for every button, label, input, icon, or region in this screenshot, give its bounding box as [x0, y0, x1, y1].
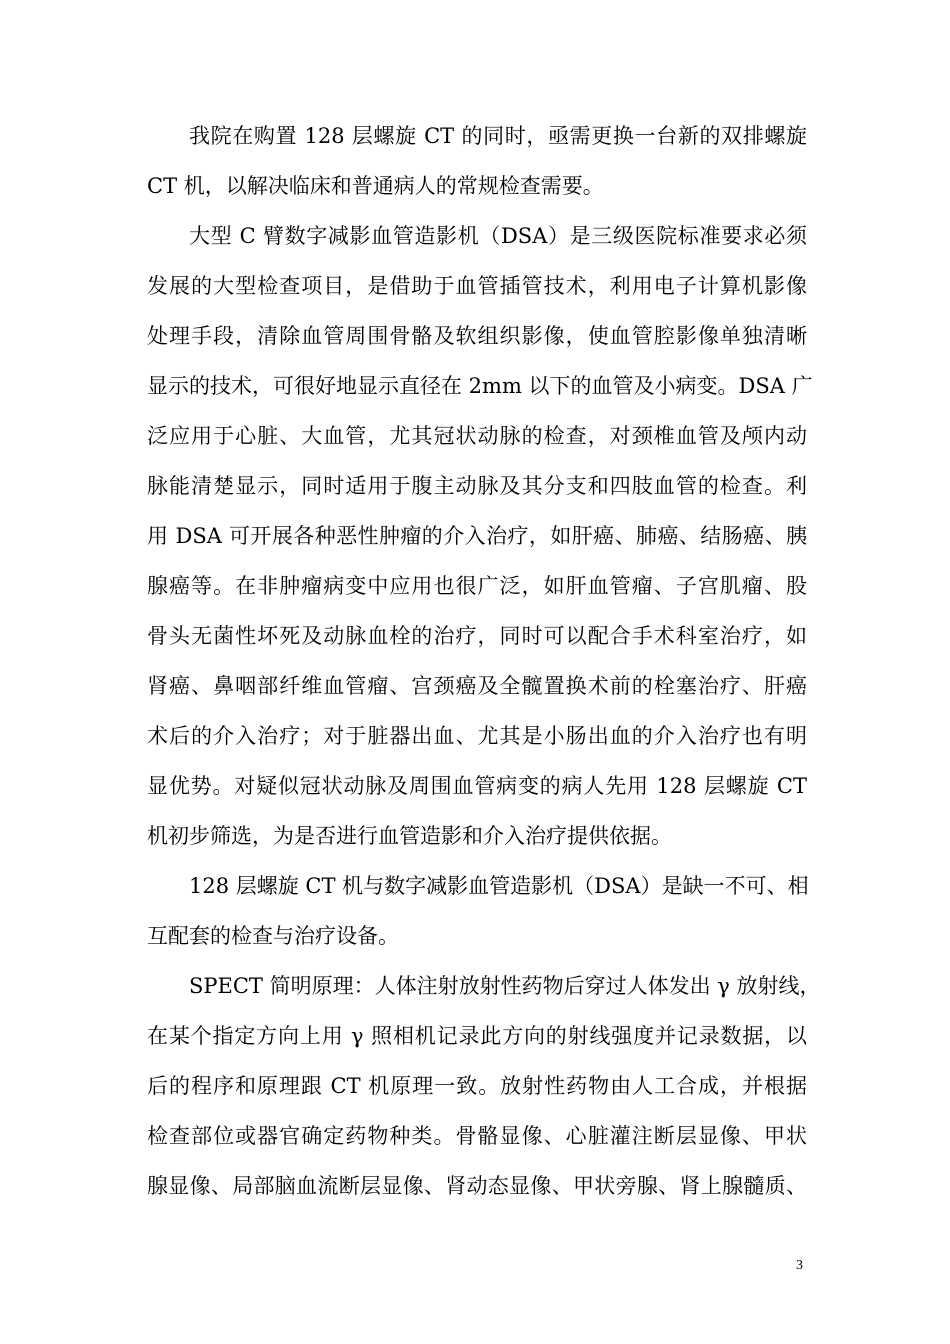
text-line: 互配套的检查与治疗设备。: [147, 924, 399, 948]
text-line: 显示的技术，可很好地显示直径在 2mm 以下的血管及小病变。DSA 广: [147, 374, 813, 398]
text-line: 泛应用于心脏、大血管，尤其冠状动脉的检查，对颈椎血管及颅内动: [147, 424, 807, 448]
text-line: 腺显像、局部脑血流断层显像、肾动态显像、甲状旁腺、肾上腺髓质、: [147, 1174, 807, 1198]
text-line: 用 DSA 可开展各种恶性肿瘤的介入治疗，如肝癌、肺癌、结肠癌、胰: [147, 524, 807, 548]
text-line: 机初步筛选，为是否进行血管造影和介入治疗提供依据。: [147, 824, 672, 848]
text-line: 大型 C 臂数字减影血管造影机（DSA）是三级医院标准要求必须: [189, 224, 807, 248]
text-line: CT 机，以解决临床和普通病人的常规检查需要。: [147, 174, 604, 198]
text-line: 检查部位或器官确定药物种类。骨骼显像、心脏灌注断层显像、甲状: [147, 1124, 807, 1148]
text-line: 发展的大型检查项目，是借助于血管插管技术，利用电子计算机影像: [147, 274, 807, 298]
page-number: 3: [796, 1258, 803, 1273]
text-line: 脉能清楚显示，同时适用于腹主动脉及其分支和四肢血管的检查。利: [147, 474, 807, 498]
text-line: 腺癌等。在非肿瘤病变中应用也很广泛，如肝血管瘤、子宫肌瘤、股: [147, 574, 807, 598]
text-line: 128 层螺旋 CT 机与数字减影血管造影机（DSA）是缺一不可、相: [189, 874, 809, 898]
text-line: SPECT 简明原理：人体注射放射性药物后穿过人体发出 γ 放射线，: [189, 974, 821, 998]
text-line: 显优势。对疑似冠状动脉及周围血管病变的病人先用 128 层螺旋 CT: [147, 774, 807, 798]
text-line: 在某个指定方向上用 γ 照相机记录此方向的射线强度并记录数据，以: [147, 1024, 807, 1048]
text-line: 处理手段，清除血管周围骨骼及软组织影像，使血管腔影像单独清晰: [147, 324, 807, 348]
text-line: 肾癌、鼻咽部纤维血管瘤、宫颈癌及全髋置换术前的栓塞治疗、肝癌: [147, 674, 807, 698]
text-line: 我院在购置 128 层螺旋 CT 的同时，亟需更换一台新的双排螺旋: [189, 124, 807, 148]
text-line: 骨头无菌性坏死及动脉血栓的治疗，同时可以配合手术科室治疗，如: [147, 624, 807, 648]
text-line: 后的程序和原理跟 CT 机原理一致。放射性药物由人工合成，并根据: [147, 1074, 807, 1098]
text-line: 术后的介入治疗；对于脏器出血、尤其是小肠出血的介入治疗也有明: [147, 724, 807, 748]
